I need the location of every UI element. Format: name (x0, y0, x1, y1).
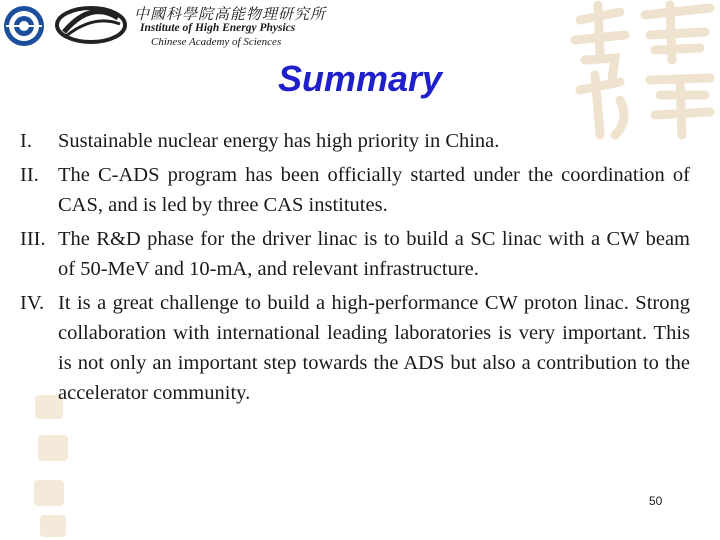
page-number: 50 (649, 494, 663, 508)
academy-name-english: Chinese Academy of Sciences (151, 36, 282, 48)
list-item (20, 160, 690, 220)
list-item-text: Sustainable nuclear energy has high priority in China. (58, 130, 500, 152)
list-item (20, 224, 690, 284)
institute-name-chinese: 中國科學院高能物理研究所 (134, 5, 327, 23)
summary-list (20, 126, 690, 412)
header-logos (0, 0, 327, 52)
calligraphy-column-decoration-icon (30, 395, 80, 540)
list-item-number: III. (20, 228, 46, 250)
slide-title: Summary (277, 58, 443, 99)
list-item (20, 288, 690, 408)
cas-emblem-logo (2, 2, 46, 50)
list-item (20, 126, 690, 156)
list-item-number: IV. (20, 292, 45, 314)
list-item-number: I. (20, 130, 32, 152)
list-item-number: II. (20, 164, 39, 186)
institute-name-english: Institute of High Energy Physics (140, 22, 296, 34)
list-item-text: It is a great challenge to build a high-performance CW proton linac. Strong collaboration with international leading laboratories is very important. This is not only an important step towards the ADS but also a contribution to the accelerator community. (58, 292, 690, 404)
list-item-text: The R&D phase for the driver linac is to build a SC linac with a CW beam of 50-MeV and 10-mA, and relevant infrastructure. (58, 228, 690, 280)
ihep-logo (54, 4, 128, 46)
list-item-text: The C-ADS program has been officially started under the coordination of CAS, and is led by three CAS institutes. (58, 164, 690, 216)
